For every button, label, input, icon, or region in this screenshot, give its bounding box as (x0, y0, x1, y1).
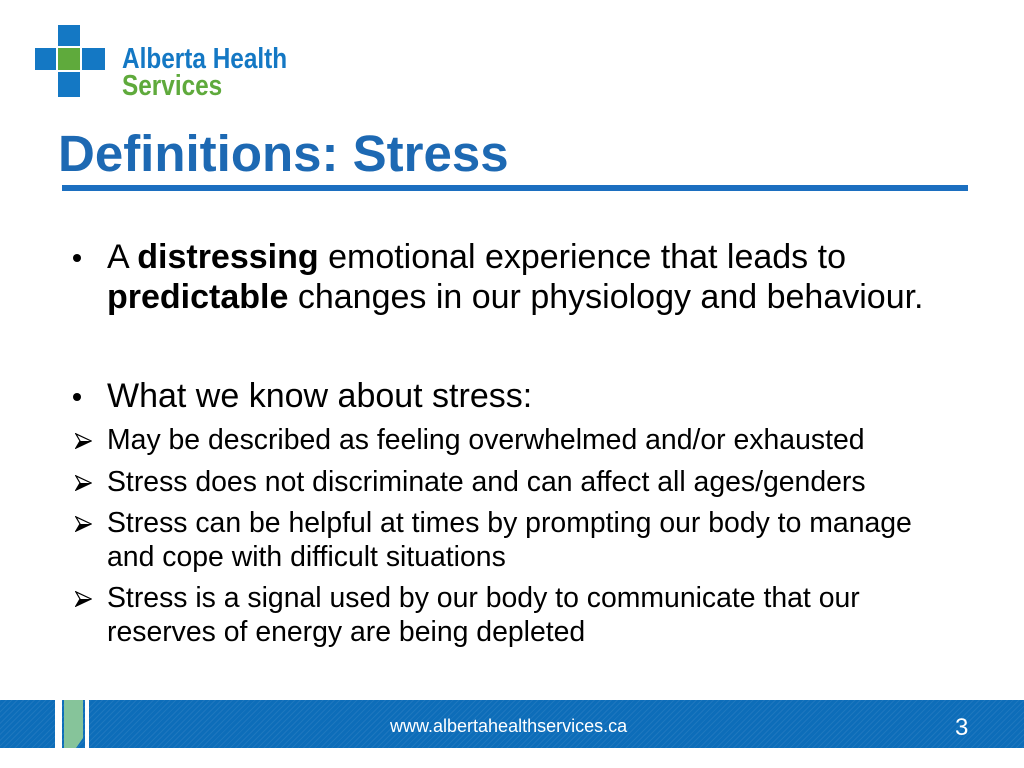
stress-fact-text: May be described as feeling overwhelmed and/or exhausted (107, 424, 865, 456)
emphasis-predictable: predictable (107, 278, 289, 316)
arrow-bullet-icon (75, 591, 92, 607)
slide-body (0, 237, 1024, 649)
emphasis-distressing: distressing (137, 238, 319, 276)
stress-facts-list (0, 424, 1024, 649)
slide-title: Definitions: Stress (58, 125, 509, 182)
stress-facts-heading-bullet (0, 376, 950, 416)
logo-name-line1: Alberta Health (122, 43, 288, 75)
logo-name-line2: Services (122, 70, 223, 102)
bullet-dot-icon (73, 393, 81, 401)
definition-bullet (0, 237, 950, 317)
ahs-logo (0, 0, 300, 110)
footer-url: www.albertahealthservices.ca (390, 716, 628, 736)
ahs-cross-logo-icon (35, 25, 105, 97)
definition-text-start: A (107, 238, 138, 276)
title-divider (62, 185, 968, 191)
stress-facts-heading: What we know about stress: (107, 377, 533, 415)
stress-fact-text: Stress can be helpful at times by prompting our body to manage and cope with difficult situations (107, 507, 912, 573)
stress-fact-text: Stress is a signal used by our body to communicate that our reserves of energy are being depleted (107, 582, 860, 648)
logo-wordmark (122, 43, 288, 102)
footer-bar (0, 700, 1024, 748)
definition-text-middle: emotional experience that leads to (318, 238, 846, 276)
stress-fact-item (0, 582, 950, 649)
arrow-bullet-icon (75, 516, 92, 532)
bullet-dot-icon (73, 254, 81, 262)
stress-fact-item (0, 424, 950, 458)
stress-fact-item (0, 507, 950, 574)
arrow-bullet-icon (75, 475, 92, 491)
arrow-bullet-icon (75, 433, 92, 449)
ahs-footer-strip-icon (52, 700, 90, 748)
stress-fact-item (0, 466, 950, 500)
definition-text-end: changes in our physiology and behaviour. (288, 278, 924, 316)
page-number: 3 (955, 714, 969, 741)
stress-fact-text: Stress does not discriminate and can affect all ages/genders (107, 465, 866, 498)
